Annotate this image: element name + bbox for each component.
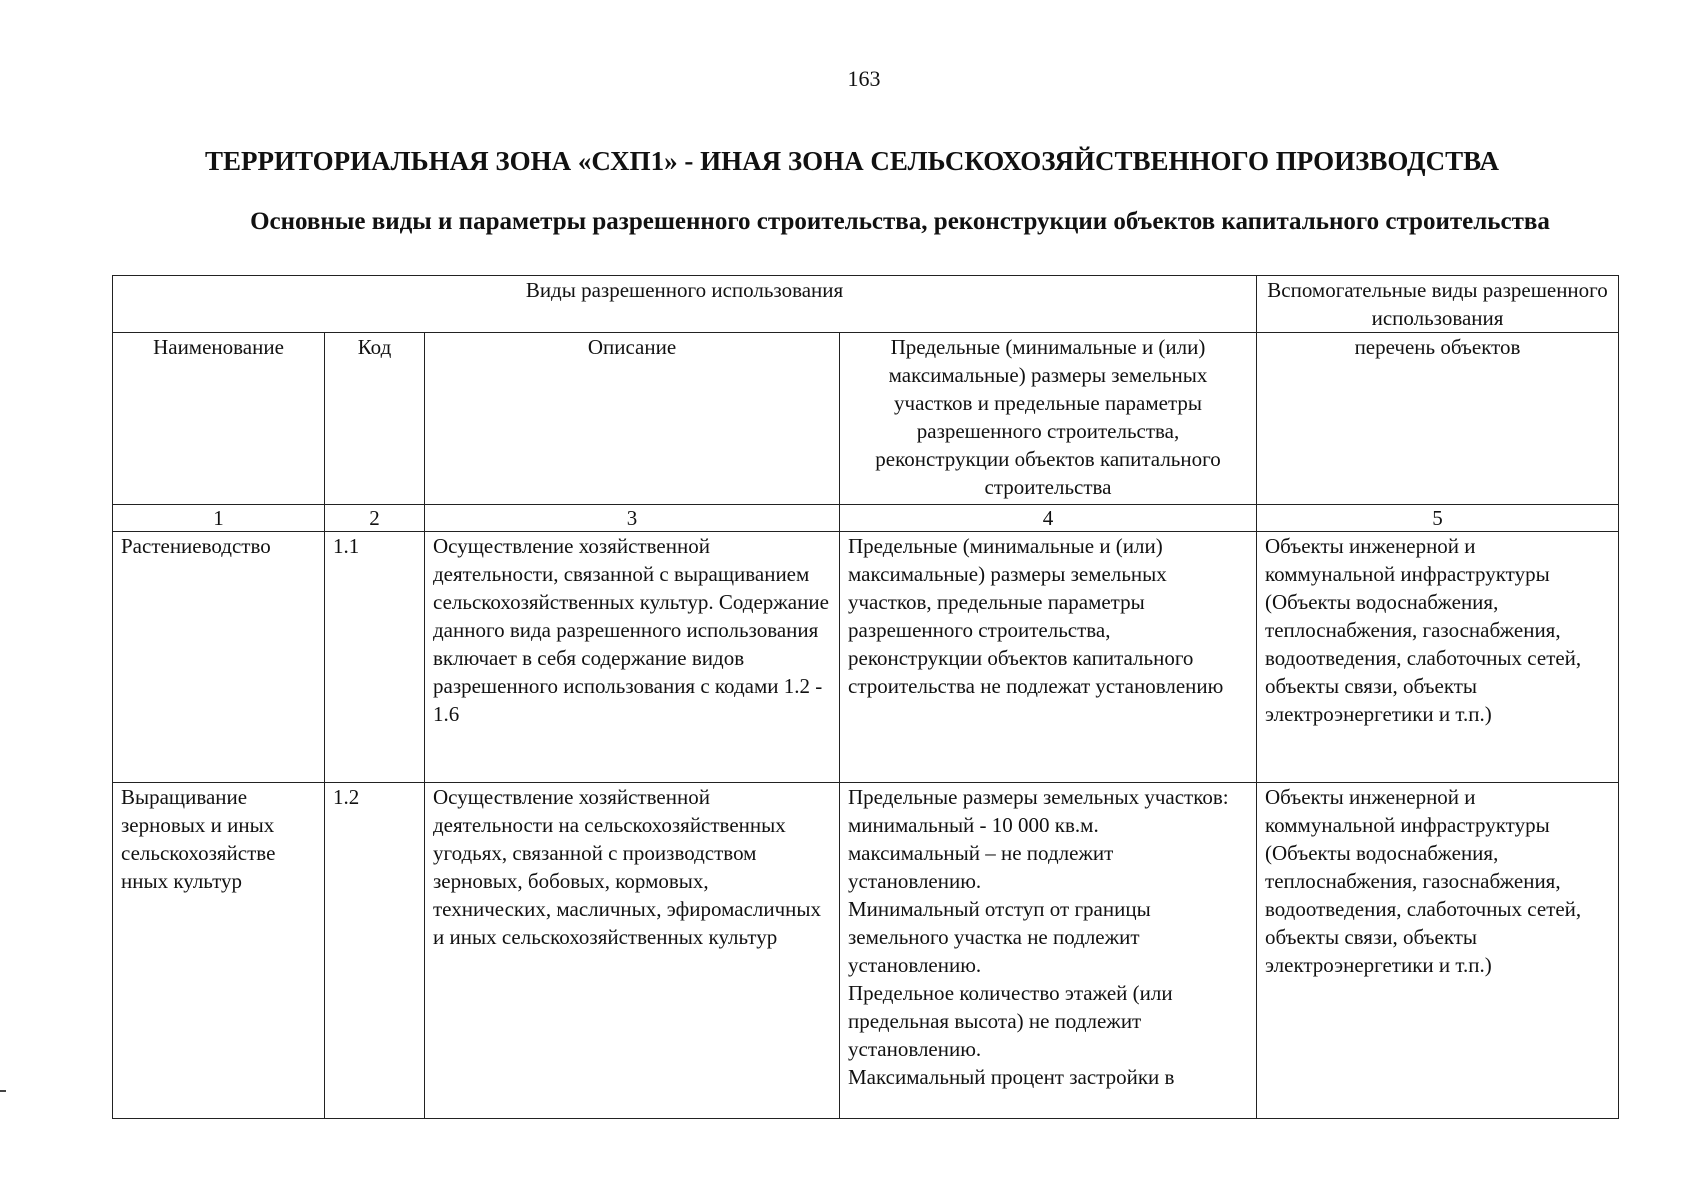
column-header-description: Описание (425, 333, 840, 505)
column-header-name: Наименование (113, 333, 325, 505)
row-auxiliary: Объекты инженерной и коммунальной инфраструктуры (Объекты водоснабжения, теплоснабжения, газоснабжения, водоотведения, слаботочных сетей, объекты связи, объекты электроэнергетики и т.п.) (1257, 532, 1619, 783)
row-name: Выращивание зерновых и иных сельскохозяйстве нных культур (113, 783, 325, 1119)
column-number: 1 (113, 505, 325, 532)
row-code: 1.2 (325, 783, 425, 1119)
group-header-main: Виды разрешенного использования (113, 276, 1257, 333)
column-number-row (113, 505, 1619, 532)
section-title: Основные виды и параметры разрешенного строительства, реконструкции объектов капитального строительства (250, 208, 1550, 235)
parameter-line: Минимальный отступ от границы земельного участка не подлежит установлению. (848, 897, 1151, 977)
permitted-use-table (112, 275, 1619, 1119)
parameter-line: Максимальный процент застройки в (848, 1065, 1175, 1089)
parameter-line: Предельное количество этажей (или предельная высота) не подлежит установлению. (848, 981, 1173, 1061)
row-auxiliary: Объекты инженерной и коммунальной инфраструктуры (Объекты водоснабжения, теплоснабжения, газоснабжения, водоотведения, слаботочных сетей, объекты связи, объекты электроэнергетики и т.п.) (1257, 783, 1619, 1119)
table-group-header-row (113, 276, 1619, 333)
column-number: 5 (1257, 505, 1619, 532)
column-header-parameters: Предельные (минимальные и (или) максимальные) размеры земельных участков и предельные параметры разрешенного строительства, реконструкции объектов капитального строительства (840, 333, 1257, 505)
column-header-code: Код (325, 333, 425, 505)
parameter-line: минимальный - 10 000 кв.м. (848, 813, 1099, 837)
table-row (113, 783, 1619, 1119)
row-parameters (840, 783, 1257, 1119)
row-description: Осуществление хозяйственной деятельности на сельскохозяйственных угодьях, связанной с производством зерновых, бобовых, кормовых, технических, масличных, эфиромасличных и иных сельскохозяйственных культур (425, 783, 840, 1119)
row-parameters: Предельные (минимальные и (или) максимальные) размеры земельных участков, предельные параметры разрешенного строительства, реконструкции объектов капитального строительства не подлежат установлению (840, 532, 1257, 783)
column-number: 4 (840, 505, 1257, 532)
page-number: 163 (847, 66, 881, 91)
column-header-object-list: перечень объектов (1257, 333, 1619, 505)
column-number: 2 (325, 505, 425, 532)
parameter-line: Предельные размеры земельных участков: (848, 785, 1229, 809)
group-header-aux: Вспомогательные виды разрешенного использования (1257, 276, 1619, 333)
margin-mark (0, 1090, 6, 1092)
column-number: 3 (425, 505, 840, 532)
zone-title: ТЕРРИТОРИАЛЬНАЯ ЗОНА «СХП1» - ИНАЯ ЗОНА СЕЛЬСКОХОЗЯЙСТВЕННОГО ПРОИЗВОДСТВА (205, 146, 1499, 176)
parameter-line: максимальный – не подлежит установлению. (848, 841, 1114, 893)
row-description: Осуществление хозяйственной деятельности, связанной с выращиванием сельскохозяйственных культур. Содержание данного вида разрешенного использования включает в себя содержание видов разрешенного использования с кодами 1.2 - 1.6 (425, 532, 840, 783)
table-row (113, 532, 1619, 783)
row-name: Растениеводство (113, 532, 325, 783)
row-code: 1.1 (325, 532, 425, 783)
table-column-header-row (113, 333, 1619, 505)
